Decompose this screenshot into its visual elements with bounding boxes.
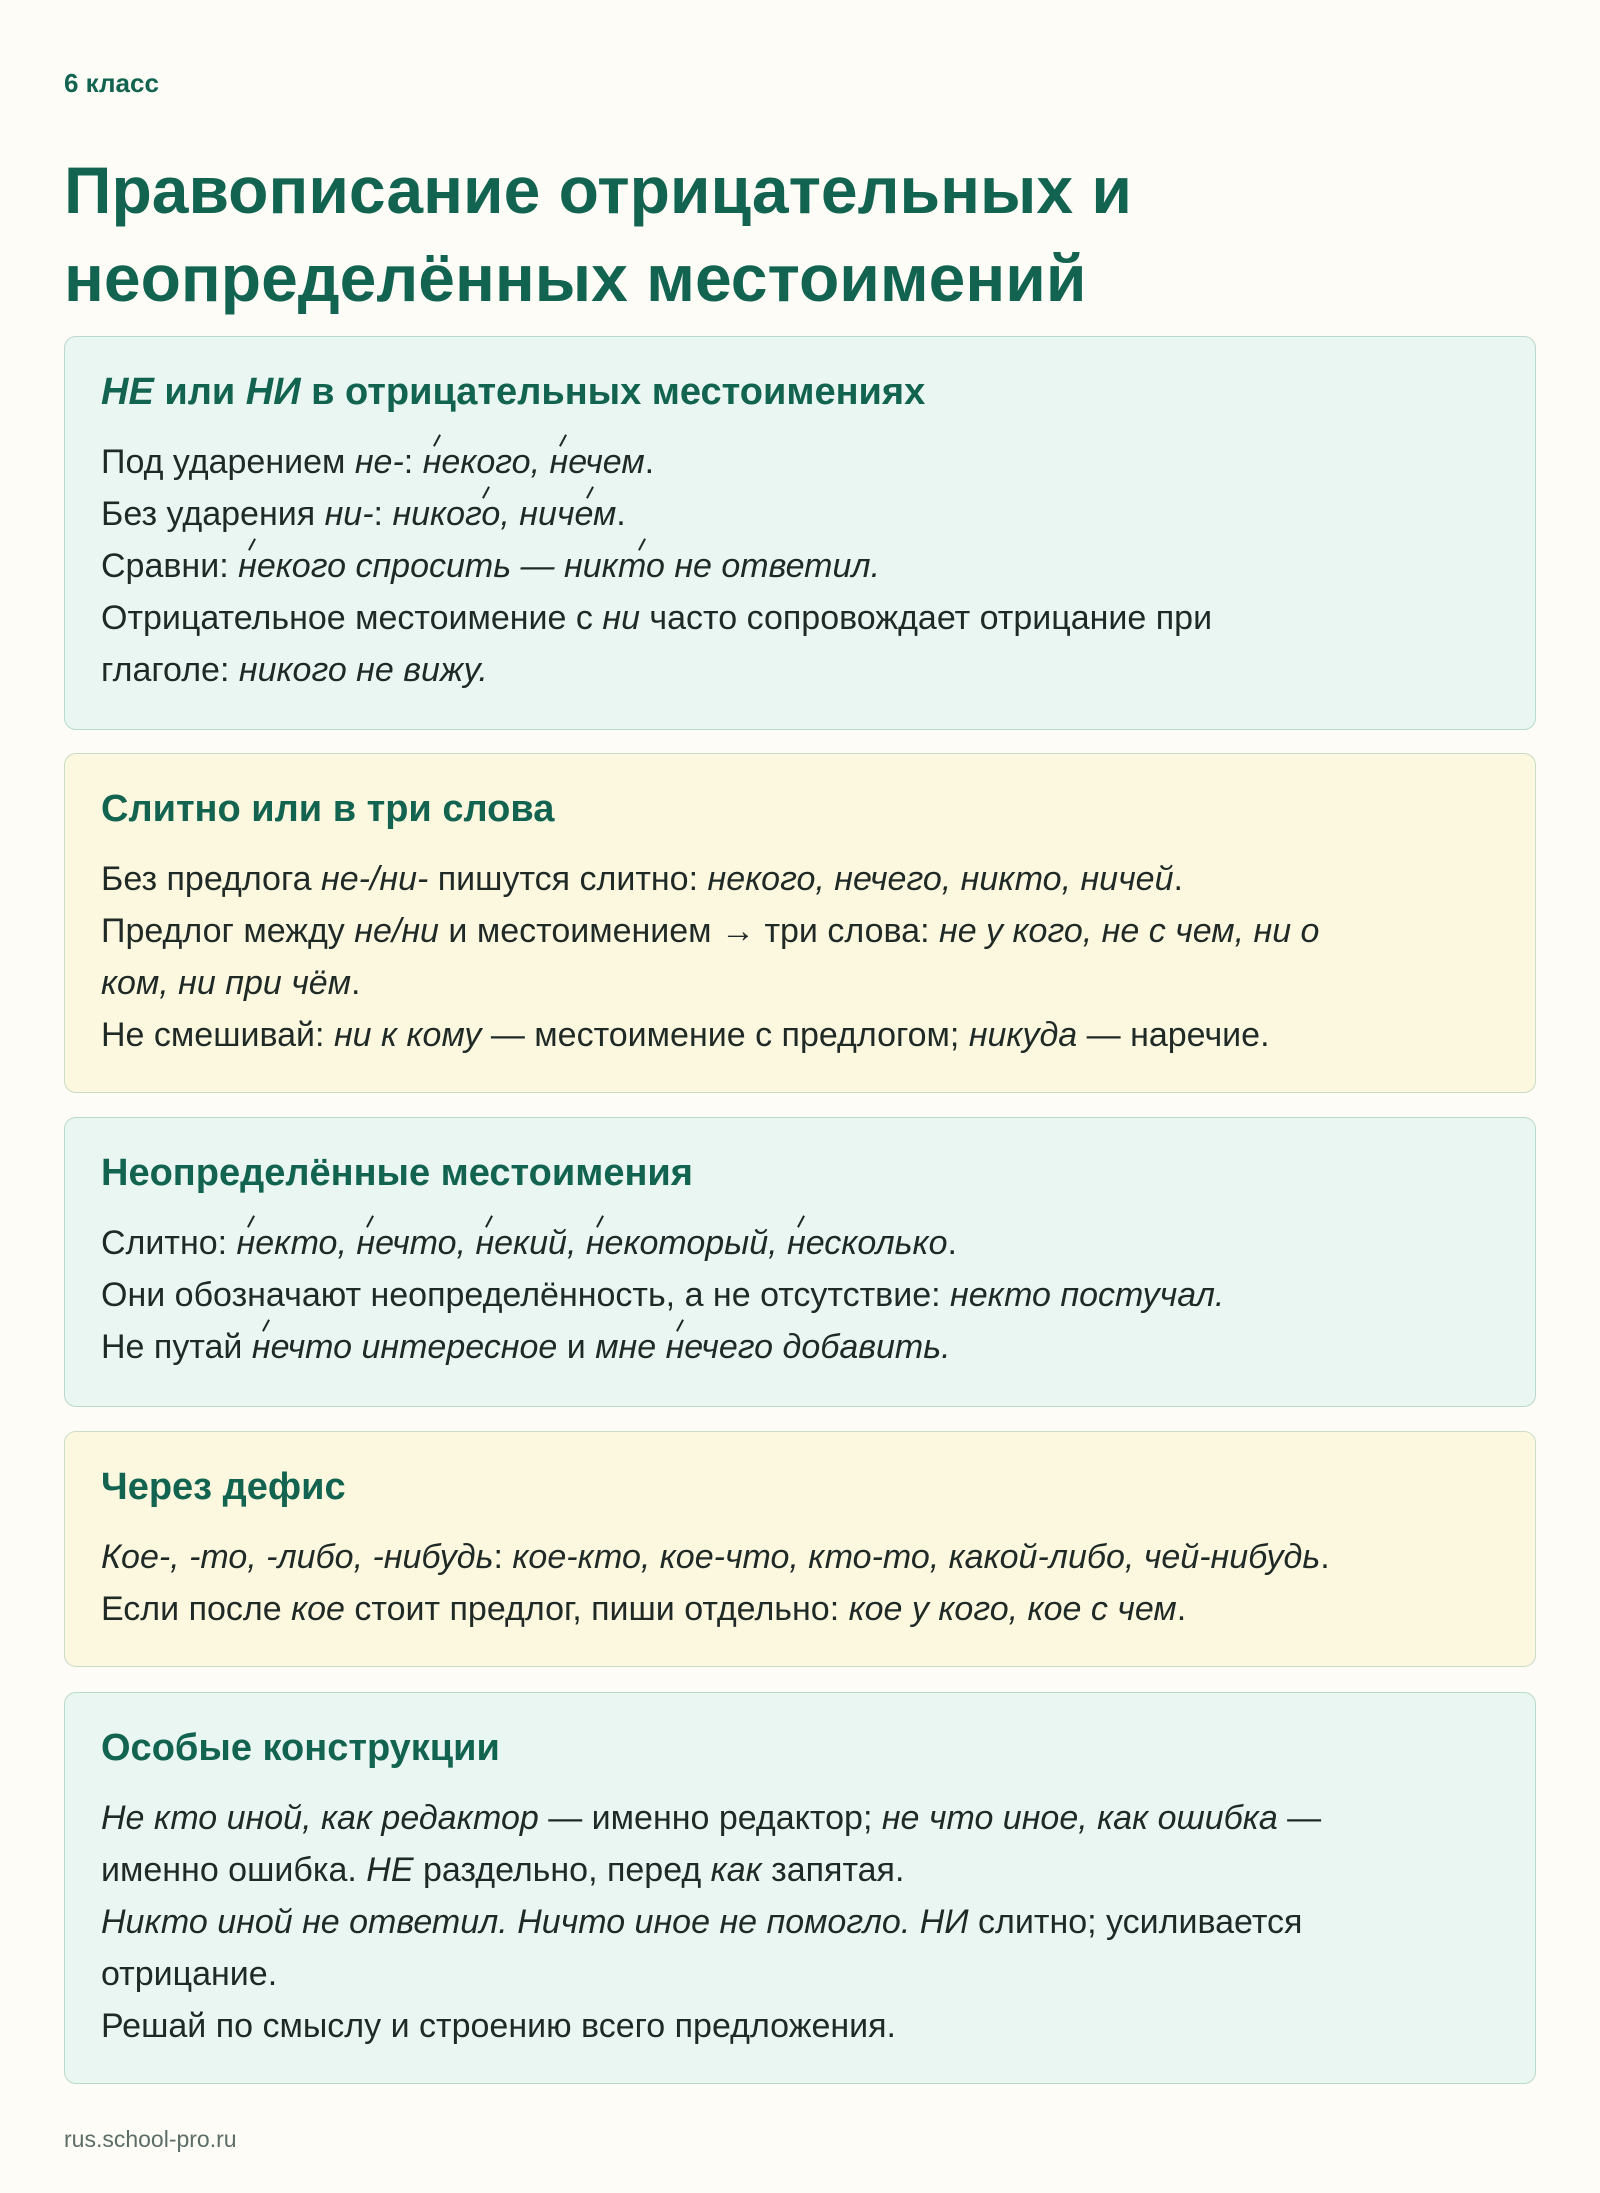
text: , [456,1224,476,1262]
example: НЕ [366,1851,414,1889]
example: никого не вижу. [238,651,488,689]
example: нечего [665,1328,774,1366]
text: слитно; усиливается [968,1903,1303,1941]
example: не/ни [354,912,439,950]
stressed-word [519,488,616,540]
rule-line [101,1948,1505,2000]
card-body [101,1217,1505,1373]
text: : [373,495,393,533]
text: Отрицательное местоимение с [101,599,603,637]
text: . [644,443,655,481]
text: — [1277,1799,1322,1837]
text: — именно редактор; [538,1799,882,1837]
text: пишутся слитно: [428,860,708,898]
footer-site: rus.school-pro.ru [64,2126,237,2152]
rule-line [101,1009,1505,1061]
card-ne-ni [64,336,1536,730]
example: не- [354,443,404,481]
text: и местоимением → три слова: [438,912,939,950]
text: Без ударения [101,495,325,533]
stressed-word [475,1217,567,1269]
card-special-constructions [64,1692,1536,2084]
rule-line [101,1583,1505,1635]
text: Без предлога [101,860,321,898]
text: . [1176,1590,1187,1628]
rule-line [101,488,1505,540]
text: , [530,443,550,481]
stressed-word [252,1321,352,1373]
example: добавить. [773,1328,951,1366]
text: . [351,964,361,1002]
text: — наречие. [1077,1016,1270,1054]
text: Под ударением [101,443,355,481]
text: Не смешивай: [101,1016,334,1054]
rule-line [101,1531,1505,1583]
card-body [101,1531,1505,1635]
rule-line [101,1844,1505,1896]
example: интересное [352,1328,558,1366]
example: как [710,1851,762,1889]
card-solid-or-three-words [64,753,1536,1093]
grade-label: 6 класс [64,68,159,98]
rule-line [101,957,1505,1009]
rule-line [101,853,1505,905]
example: нечем [549,443,645,481]
text: раздельно, перед [413,1851,711,1889]
example: никуда [968,1016,1078,1054]
stressed-word [549,436,644,488]
text: запятая. [761,1851,905,1889]
card-heading [101,371,925,414]
text: . [1320,1538,1330,1576]
text: , [500,495,520,533]
card-heading: Через дефис [101,1466,346,1508]
rule-line [101,1321,1505,1373]
example: кое-кто, кое-что, кто-то, какой-либо, чей-нибудь [512,1538,1321,1576]
card-body [101,1792,1505,2052]
text: Предлог между [101,912,355,950]
example: нечто [251,1328,353,1366]
text: Если после [101,1590,292,1628]
text: отрицание. [101,1955,278,1993]
example: некто [236,1224,338,1262]
rule-line [101,436,1505,488]
example: Никто иной не ответил. Ничто иное не помогло. НИ [101,1903,969,1941]
text: : [493,1538,513,1576]
example: не-/ни- [320,860,429,898]
stressed-word [423,436,531,488]
card-indefinite-pronouns [64,1117,1536,1407]
example: не у кого, не с чем, ни о [938,912,1320,950]
text: Они обозначают неопределённость, а не отсутствие: [101,1276,951,1314]
heading-text: в отрицательных местоимениях [300,371,926,413]
example: некого [422,443,531,481]
example: ни к кому [333,1016,482,1054]
example: кое [291,1590,345,1628]
example: некоторый [585,1224,769,1262]
rule-line [101,2000,1505,2052]
card-heading: Слитно или в три слова [101,788,555,830]
card-body [101,436,1505,696]
rule-line [101,1269,1505,1321]
example: нечто [356,1224,457,1262]
rule-line [101,1217,1505,1269]
rule-line [101,540,1505,592]
text: глаголе: [101,651,239,689]
stressed-word [356,1217,456,1269]
text: . [616,495,626,533]
card-body [101,853,1505,1061]
text: — местоимение с предлогом; [481,1016,969,1054]
example: не ответил. [664,547,881,585]
rule-line [101,905,1505,957]
text: часто сопровождает отрицание при [639,599,1213,637]
text: и [557,1328,596,1366]
text: . [947,1224,957,1262]
stressed-word [787,1217,947,1269]
stressed-word [564,540,665,592]
heading-ne: НЕ [101,371,154,413]
page-title: Правописание отрицательных и неопределённых местоимений [64,153,1132,315]
text: , [768,1224,788,1262]
text: Решай по смыслу и строению всего предложения. [101,2007,896,2045]
stressed-word [237,1217,338,1269]
card-hyphen [64,1431,1536,1667]
example: некого [238,547,346,585]
example: мне [595,1328,666,1366]
example: некий [475,1224,567,1262]
example: некто постучал. [950,1276,1225,1314]
example: ком, ни при чём [101,964,352,1002]
heading-ni: НИ [245,371,301,413]
example: спросить — [346,547,564,585]
text: . [1173,860,1183,898]
example: никто [563,547,665,585]
rule-line [101,592,1505,644]
example: ни- [324,495,374,533]
stressed-word [586,1217,768,1269]
text: , [337,1224,357,1262]
text: Сравни: [101,547,239,585]
text: именно ошибка. [101,1851,367,1889]
example: несколько [787,1224,948,1262]
card-heading: Неопределённые местоимения [101,1152,693,1194]
example: некого, нечего, никто, ничей [707,860,1174,898]
example: Кое-, -то, -либо, -нибудь [101,1538,494,1576]
rule-line [101,1792,1505,1844]
card-heading: Особые конструкции [101,1727,500,1769]
stressed-word [392,488,500,540]
example: ни [602,599,640,637]
text: , [566,1224,586,1262]
text: стоит предлог, пиши отдельно: [344,1590,849,1628]
heading-text: или [153,371,246,413]
stressed-word [238,540,346,592]
stressed-word [666,1321,774,1373]
rule-line [101,644,1505,696]
example: не что иное, как ошибка [881,1799,1278,1837]
example: Не кто иной, как редактор [101,1799,539,1837]
example: кое у кого, кое с чем [848,1590,1177,1628]
example: никого [392,495,501,533]
text: Не путай [101,1328,252,1366]
rule-line [101,1896,1505,1948]
text: Слитно: [101,1224,237,1262]
text: : [403,443,423,481]
example: ничем [519,495,617,533]
